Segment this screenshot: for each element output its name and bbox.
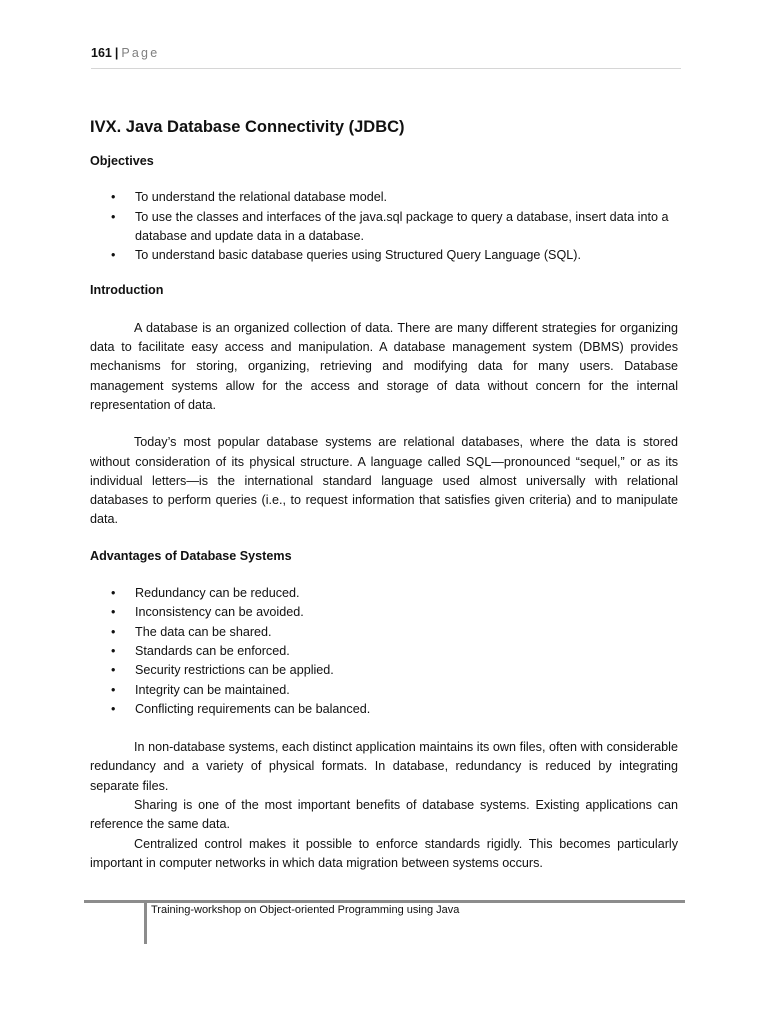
objectives-list [90, 188, 678, 265]
list-item [90, 661, 678, 680]
list-item-text: Integrity can be maintained. [135, 682, 290, 697]
advantages-paragraph: Sharing is one of the most important benefits of database systems. Existing applications can reference the same data. [90, 798, 678, 832]
list-item-text: To understand basic database queries using Structured Query Language (SQL). [135, 248, 581, 263]
footer-text: Training-workshop on Object-oriented Programming using Java [151, 904, 460, 916]
list-item [90, 208, 678, 247]
bullet-icon: • [111, 624, 116, 639]
introduction-paragraph: A database is an organized collection of data. There are many different strategies for organizing data to facilitate easy access and manipulation. A database management system (DBMS) provides mechanisms for storing, organizing, retrieving and modifying data for many users. Database management systems allow for the access and storage of data without concern for the internal representation of data. [90, 320, 678, 412]
bullet-icon: • [111, 663, 116, 678]
document-body [90, 108, 678, 873]
list-item-text: To understand the relational database model. [135, 190, 388, 205]
page-separator: | [114, 46, 119, 60]
page-number: 161 [91, 46, 112, 60]
list-item [90, 584, 678, 603]
advantages-list [90, 584, 678, 719]
bullet-icon: • [111, 209, 116, 224]
objectives-heading: Objectives [90, 154, 154, 168]
list-item [90, 246, 678, 265]
list-item-text: Redundancy can be reduced. [135, 586, 300, 601]
list-item [90, 188, 678, 207]
bullet-icon: • [111, 190, 116, 205]
footer-divider [144, 900, 147, 944]
page-word: Page [121, 46, 160, 60]
introduction-heading: Introduction [90, 283, 164, 298]
chapter-title: IVX. Java Database Connectivity (JDBC) [90, 118, 405, 136]
bullet-icon: • [111, 586, 116, 601]
introduction-paragraph: Today’s most popular database systems are relational databases, where the data is stored without consideration of its physical structure. A language called SQL—pronounced “sequel,” or as its individual letters—is the international standard language used almost universally with relational databases to perform queries (i.e., to request information that satisfies given criteria) and to manipulate data. [90, 435, 678, 527]
bullet-icon: • [111, 643, 116, 658]
list-item [90, 603, 678, 622]
list-item [90, 700, 678, 719]
list-item-text: To use the classes and interfaces of the java.sql package to query a database, insert data into a database and update data in a database. [135, 209, 669, 243]
bullet-icon: • [111, 682, 116, 697]
bullet-icon: • [111, 605, 116, 620]
list-item [90, 681, 678, 700]
list-item-text: The data can be shared. [135, 624, 272, 639]
page-header [91, 46, 681, 69]
list-item [90, 642, 678, 661]
advantages-paragraph: In non-database systems, each distinct application maintains its own files, often with considerable redundancy and a variety of physical formats. In database, redundancy is reduced by integrating separate files. [90, 740, 678, 793]
footer-rule [84, 900, 685, 903]
list-item-text: Inconsistency can be avoided. [135, 605, 304, 620]
bullet-icon: • [111, 248, 116, 263]
bullet-icon: • [111, 701, 116, 716]
list-item-text: Standards can be enforced. [135, 643, 290, 658]
list-item [90, 623, 678, 642]
advantages-heading: Advantages of Database Systems [90, 548, 292, 563]
list-item-text: Conflicting requirements can be balanced. [135, 701, 371, 716]
list-item-text: Security restrictions can be applied. [135, 663, 334, 678]
advantages-paragraph: Centralized control makes it possible to enforce standards rigidly. This becomes particularly important in computer networks in which data migration between systems occurs. [90, 836, 678, 870]
